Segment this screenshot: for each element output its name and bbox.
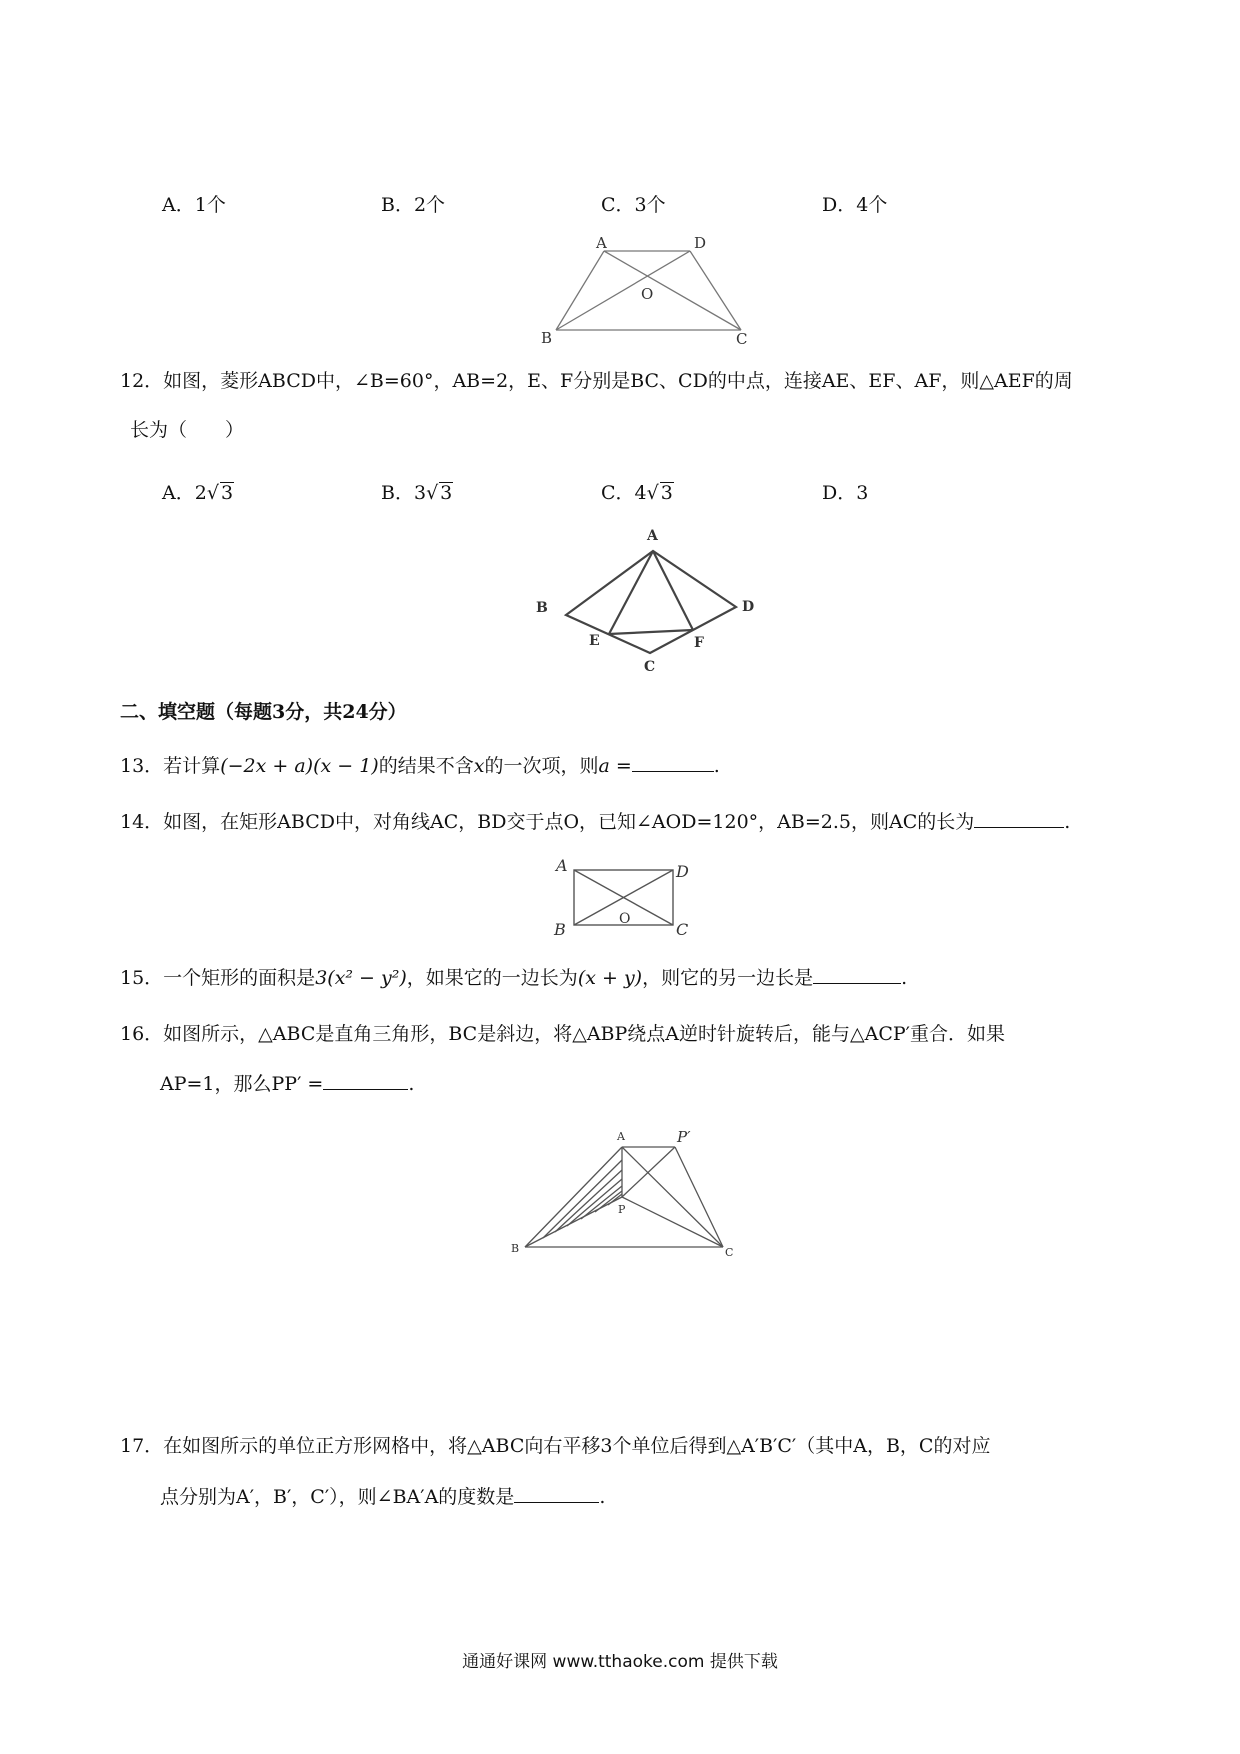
q12-label-b: B — [536, 600, 548, 616]
q16-stem-line2: AP=1，那么PP′ = . — [160, 1073, 415, 1095]
q11-label-b: B — [541, 329, 553, 347]
q15-stem: 15．一个矩形的面积是3(x² − y²)，如果它的一边长为(x + y)，则它的另一边长是 . — [120, 967, 908, 989]
q17-stem-line1: 17．在如图所示的单位正方形网格中，将△ABC向右平移3个单位后得到△A′B′C′（其中A，B，C的对应 — [120, 1435, 991, 1457]
q16-label-p: P — [618, 1203, 626, 1216]
q13-answer-blank — [632, 753, 714, 772]
q11-option-b: B．2个 — [381, 194, 446, 216]
section-fill-in-title: 二、填空题（每题3分，共24分） — [120, 701, 407, 723]
q15-side-expression: (x + y) — [577, 967, 643, 989]
q12-label-d: D — [742, 599, 755, 615]
q14-label-a: A — [556, 856, 568, 875]
q12-option-a: A．2√ 3 — [162, 482, 234, 504]
q12-rhombus-figure — [530, 523, 760, 673]
q14-stem: 14．如图，在矩形ABCD中，对角线AC，BD交于点O，已知∠AOD=120°，AB=2.5，则AC的长为 . — [120, 811, 1071, 833]
q14-label-c: C — [676, 920, 689, 939]
q16-label-a: A — [617, 1130, 625, 1143]
q11-label-o: O — [641, 285, 654, 303]
q14-answer-blank — [974, 809, 1064, 828]
q12-option-b: B．3√ 3 — [381, 482, 453, 504]
q11-label-c: C — [736, 330, 748, 348]
q11-trapezoid-figure — [540, 236, 750, 350]
q17-answer-blank — [514, 1484, 599, 1503]
page-footer: 通通好课网 www.tthaoke.com 提供下载 — [462, 1652, 778, 1672]
q17-stem-line2: 点分别为A′，B′，C′），则∠BA′A的度数是 . — [160, 1486, 606, 1508]
q12-stem-line1: 12．如图，菱形ABCD中，∠B=60°，AB=2，E、F分别是BC、CD的中点，连接AE、EF、AF，则△AEF的周 — [120, 370, 1073, 392]
q11-option-a: A．1个 — [162, 194, 226, 216]
q14-label-o: O — [619, 911, 631, 927]
q16-label-p-prime: P′ — [677, 1128, 691, 1146]
q12-label-a: A — [647, 528, 658, 544]
q15-answer-blank — [813, 965, 901, 984]
q14-label-b: B — [554, 920, 566, 939]
q12-label-f: F — [694, 635, 704, 651]
q11-option-d: D．4个 — [822, 194, 888, 216]
q16-label-b: B — [511, 1242, 520, 1255]
q11-label-a: A — [596, 234, 607, 252]
q16-answer-blank — [323, 1071, 408, 1090]
q15-area-expression: 3(x² − y²) — [315, 967, 407, 989]
q14-label-d: D — [676, 862, 689, 881]
q16-triangle-figure — [505, 1120, 745, 1260]
q13-stem: 13．若计算(−2x + a)(x − 1)的结果不含x的一次项，则a = . — [120, 755, 720, 777]
q12-option-c: C．4√ 3 — [601, 482, 673, 504]
q16-label-c: C — [725, 1246, 734, 1259]
q11-option-c: C．3个 — [601, 194, 666, 216]
q12-label-c: C — [644, 659, 656, 675]
q12-label-e: E — [589, 633, 600, 649]
q12-stem-line2: 长为（ ） — [130, 419, 245, 441]
q12-option-d: D．3 — [822, 482, 869, 504]
q16-stem-line1: 16．如图所示，△ABC是直角三角形，BC是斜边，将△ABP绕点A逆时针旋转后，能与△ACP′重合．如果 — [120, 1023, 1005, 1045]
q11-label-d: D — [694, 234, 707, 252]
q14-rectangle-figure — [548, 856, 698, 938]
q13-expression: (−2x + a)(x − 1) — [220, 755, 379, 777]
